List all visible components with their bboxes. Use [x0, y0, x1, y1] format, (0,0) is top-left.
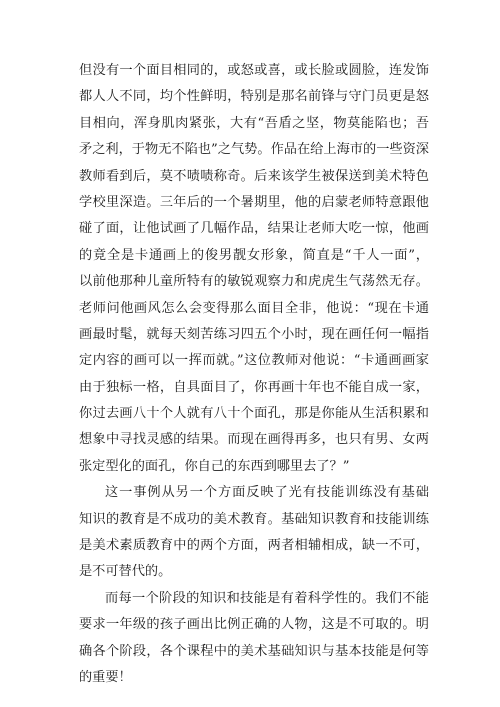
text-line: 这一事例从另一个方面反映了光有技能训练没有基础	[105, 485, 429, 501]
paragraph-1	[79, 58, 429, 480]
paragraph-2	[79, 480, 429, 586]
text-line: 以前他那种儿童所特有的敏锐观察力和虎虎生气荡然无存。	[79, 274, 429, 290]
text-line: 是美术素质教育中的两个方面，两者相辅相成，缺一不可，	[79, 538, 429, 554]
text-line: 张定型化的面孔，你自己的东西到哪里去了？”	[79, 458, 350, 474]
text-line: 学校里深造。三年后的一个暑期里，他的启蒙老师特意跟他	[79, 194, 429, 210]
text-line: 由于独标一格，自具面目了，你再画十年也不能自成一家，	[79, 379, 429, 395]
body-text	[79, 58, 429, 691]
text-line: 是不可替代的。	[79, 564, 172, 580]
text-line: 碰了面，让他试画了几幅作品，结果让老师大吃一惊，他画	[79, 221, 429, 237]
text-line: 而每一个阶段的知识和技能是有着科学性的。我们不能	[105, 590, 429, 606]
text-line: 都人人不同，均个性鲜明，特别是那名前锋与守门员更是怒	[79, 89, 429, 105]
text-line: 确各个阶段，各个课程中的美术基础知识与基本技能是何等	[79, 643, 429, 659]
text-line: 要求一年级的孩子画出比例正确的人物，这是不可取的。明	[79, 617, 429, 633]
text-line: 目相向，浑身肌肉紧张，大有“吾盾之坚，物莫能陷也；吾	[79, 115, 429, 131]
text-line: 画最时髦，就每天刻苦练习四五个小时，现在画任何一幅指	[79, 326, 429, 342]
paragraph-3	[79, 586, 429, 692]
text-line: 你过去画八十个人就有八十个面孔，那是你能从生活积累和	[79, 406, 429, 422]
text-line: 老师问他画风怎么会变得那么面目全非，他说：“现在卡通	[79, 300, 429, 316]
text-line: 矛之利，于物无不陷也”之气势。作品在给上海市的一些资深	[79, 142, 429, 158]
text-line: 的竟全是卡通画上的俊男靓女形象，简直是“千人一面”，	[79, 247, 429, 263]
text-line: 但没有一个面目相同的，或怒或喜，或长脸或圆脸，连发饰	[79, 63, 429, 78]
text-line: 的重要！	[79, 669, 132, 685]
text-line: 教师看到后，莫不啧啧称奇。后来该学生被保送到美术特色	[79, 168, 429, 184]
text-line: 想象中寻找灵感的结果。而现在画得再多，也只有男、女两	[79, 432, 429, 448]
text-line: 定内容的画可以一挥而就。”这位教师对他说：“卡通画画家	[79, 353, 429, 369]
text-line: 知识的教育是不成功的美术教育。基础知识教育和技能训练	[79, 511, 429, 527]
